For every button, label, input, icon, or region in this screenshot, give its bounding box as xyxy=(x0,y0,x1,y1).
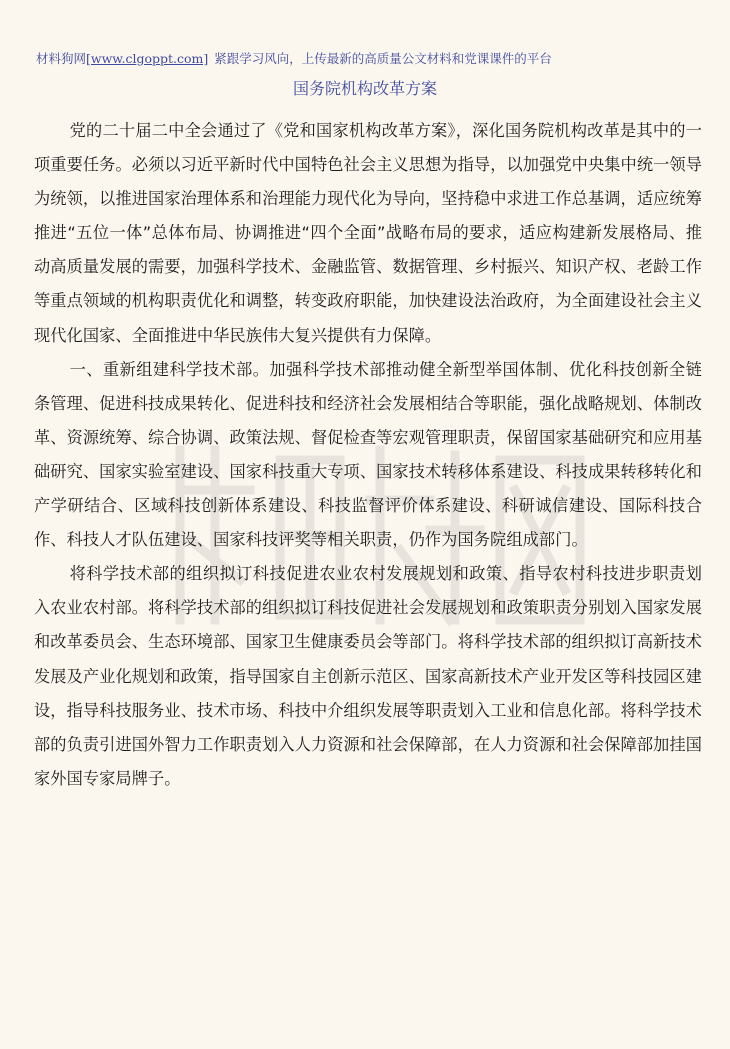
site-header xyxy=(36,50,696,68)
site-url-link[interactable]: [www.clgoppt.com] xyxy=(86,51,209,66)
site-name: 材料狗网 xyxy=(36,51,87,66)
site-tagline: 紧跟学习风向，上传最新的高质量公文材料和党课课件的平台 xyxy=(214,51,552,66)
document-title: 国务院机构改革方案 xyxy=(292,79,437,98)
paragraph: 党的二十届二中全会通过了《党和国家机构改革方案》，深化国务院机构改革是其中的一项重要任务。必须以习近平新时代中国特色社会主义思想为指导，以加强党中央集中统一领导为统领，以推进国家治理体系和治理能力现代化为导向，坚持稳中求进工作总基调，适应统筹推进“五位一体”总体布局、协调推进“四个全面”战略布局的要求，适应构建新发展格局、推动高质量发展的需要，加强科学技术、金融监管、数据管理、乡村振兴、知识产权、老龄工作等重点领域的机构职责优化和调整，转变政府职能，加快建设法治政府，为全面建设社会主义现代化国家、全面推进中华民族伟大复兴提供有力保障。 xyxy=(34,121,702,345)
paragraph: 将科学技术部的组织拟订科技促进农业农村发展规划和政策、指导农村科技进步职责划入农业农村部。将科学技术部的组织拟订科技促进社会发展规划和政策职责分别划入国家发展和改革委员会、生态环境部、国家卫生健康委员会等部门。将科学技术部的组织拟订高新技术发展及产业化规划和政策，指导国家自主创新示范区、国家高新技术产业开发区等科技园区建设，指导科技服务业、技术市场、科技中介组织发展等职责划入工业和信息化部。将科学技术部的负责引进国外智力工作职责划入人力资源和社会保障部，在人力资源和社会保障部加挂国家外国专家局牌子。 xyxy=(34,564,702,788)
document-body xyxy=(34,114,702,796)
paragraph: 一、重新组建科学技术部。加强科学技术部推动健全新型举国体制、优化科技创新全链条管理、促进科技成果转化、促进科技和经济社会发展相结合等职能，强化战略规划、体制改革、资源统筹、综合协调、政策法规、督促检查等宏观管理职责，保留国家基础研究和应用基础研究、国家实验室建设、国家科技重大专项、国家技术转移体系建设、科技成果转移转化和产学研结合、区域科技创新体系建设、科技监督评价体系建设、科研诚信建设、国际科技合作、科技人才队伍建设、国家科技评奖等相关职责，仍作为国务院组成部门。 xyxy=(34,359,702,550)
